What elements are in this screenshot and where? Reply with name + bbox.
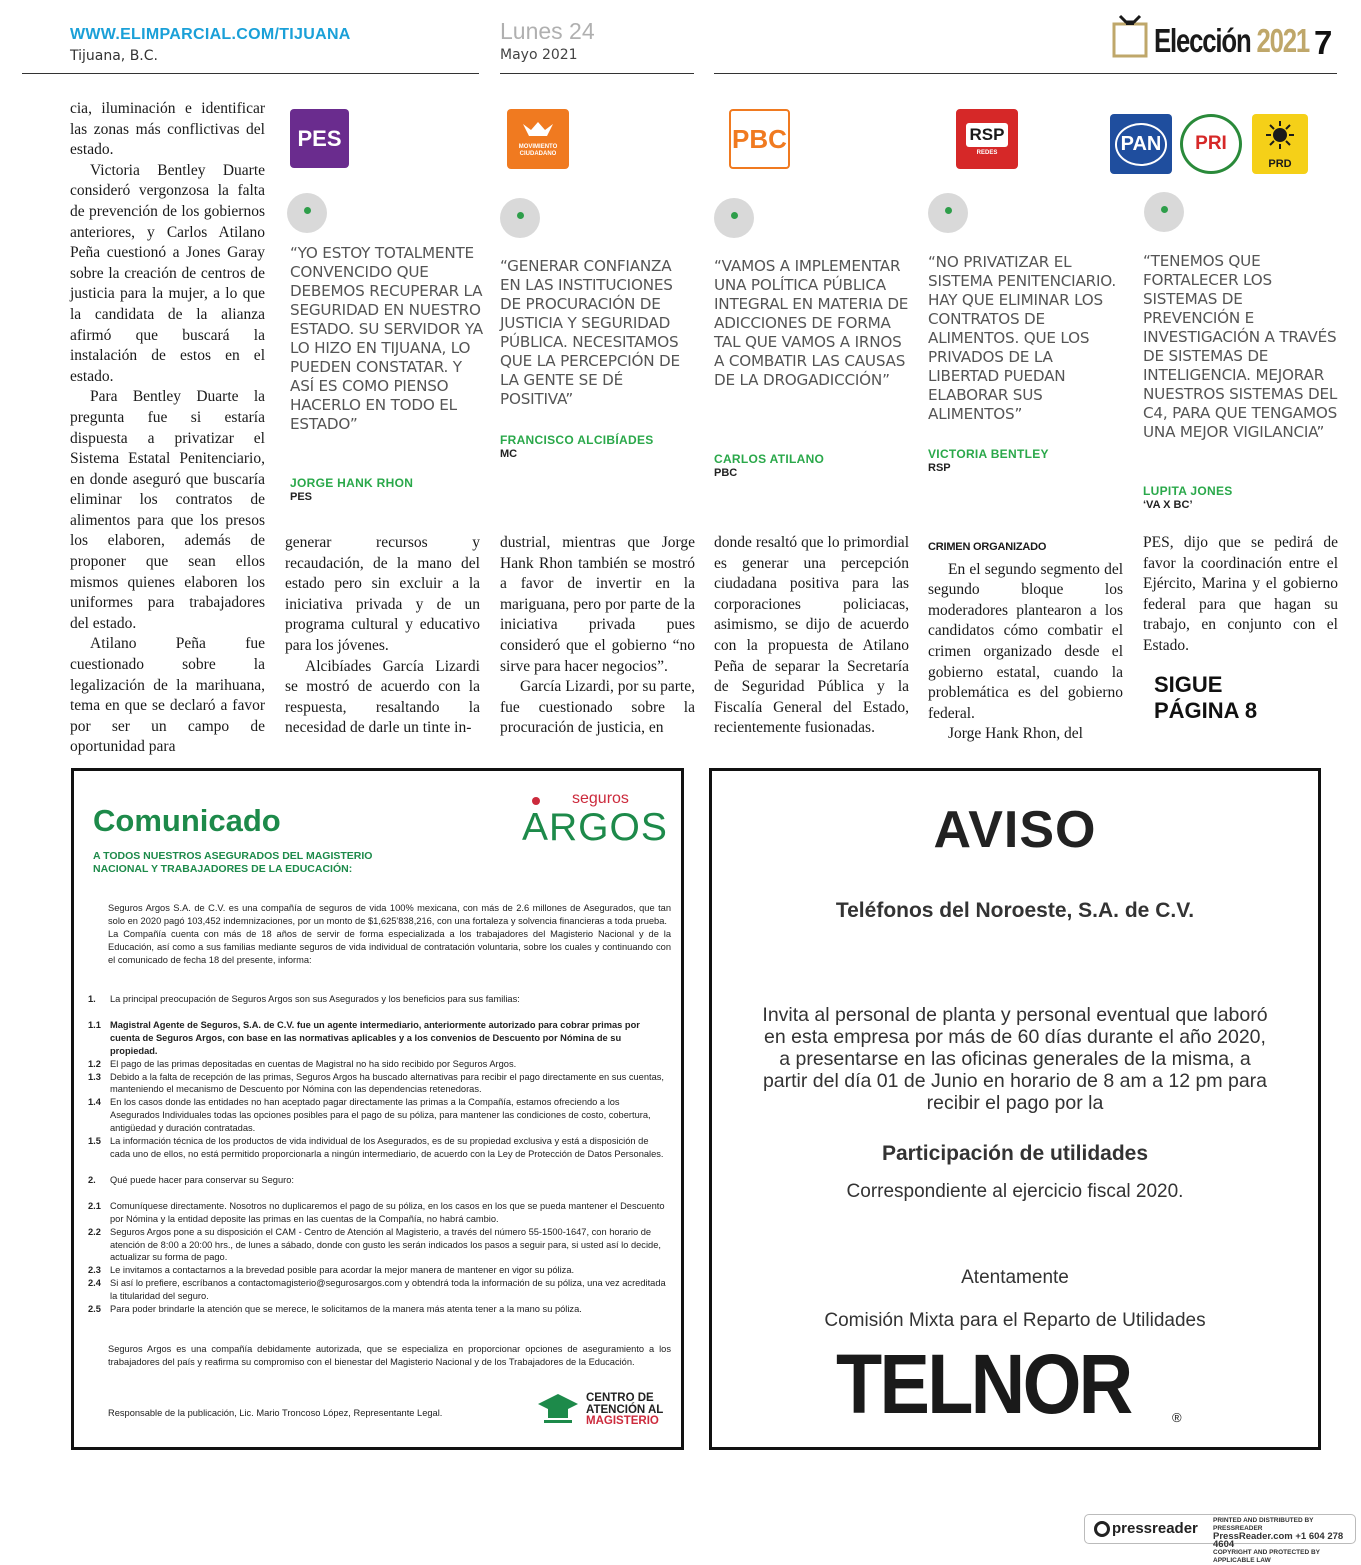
list-item: 1.4 En los casos donde las entidades no han aceptado pagar directamente las primas a la Compañía, estamos ofreciendo a los Asegurados Individuales todas las opciones posibles para el pago de su póliza, para mantener las condiciones de costo, cobertura, antigüedad y duración contratadas. bbox=[88, 1097, 651, 1134]
paragraph: donde resaltó que lo primordial es generar una percepción ciudadana positiva para las corporaciones policiacas, asimismo, se dijo de acuerdo con la propuesta de Atilano Peña de separar la Secretaría de Seguridad Pública y la Fiscalía General del Estado, recientemente fusionadas. bbox=[714, 534, 909, 737]
aviso-topic: Participación de utilidades bbox=[881, 1142, 1149, 1165]
mc-logo: MOVIMIENTO CIUDADANO bbox=[507, 109, 569, 169]
list-item: 1.2 El pago de las primas depositadas en cuentas de Magistral no ha sido recibido por Seguros Argos. bbox=[88, 1058, 517, 1069]
list-item: 2.4 Si así lo prefiere, escríbanos a contactomagisterio@segurosargos.com y obtendrá toda la información de su póliza, una vez acreditada la titularidad del seguro. bbox=[88, 1278, 666, 1302]
quote-party: PBC bbox=[714, 467, 738, 479]
aviso-company: Teléfonos del Noroeste, S.A. de C.V. bbox=[835, 899, 1195, 922]
quote-author: LUPITA JONES bbox=[1143, 484, 1233, 498]
list-item: 2.3 Le invitamos a contactarnos a la brevedad posible para acordar la mejor manera de mantener en vigor su póliza. bbox=[88, 1265, 575, 1276]
section-word: Elección bbox=[1154, 22, 1251, 59]
comunicado-body bbox=[108, 902, 671, 967]
quote-author: VICTORIA BENTLEY bbox=[928, 447, 1049, 461]
list-item: 1. La principal preocupación de Seguros Argos son sus Asegurados y los beneficios para sus familias: bbox=[88, 994, 520, 1004]
prd-logo: PRD bbox=[1252, 114, 1308, 174]
paragraph: Jorge Hank Rhon, del bbox=[948, 725, 1083, 743]
cam-graduation-icon bbox=[536, 1390, 580, 1424]
subhead: CRIMEN ORGANIZADO bbox=[928, 541, 1047, 553]
list-item: 1.1 Magistral Agente de Seguros, S.A. de C.V. fue un agente intermediario, anteriormente autorizado para cobrar primas por cuenta de Seguros Argos, con base en las normativas aplicables y a los convenios de Descuento por Nómina de su propiedad. bbox=[88, 1019, 640, 1056]
argos-brand: ARGOS bbox=[522, 806, 668, 849]
comunicado-subtitle: A TODOS NUESTROS ASEGURADOS DEL MAGISTERIO NACIONAL Y TRABAJADORES DE LA EDUCACIÓN: bbox=[93, 850, 373, 875]
eagle-icon bbox=[521, 120, 555, 140]
quote-text: “GENERAR CONFIANZA EN LAS INSTITUCIONES DE PROCURACIÓN DE JUSTICIA Y SEGURIDAD PÚBLICA. NECESITAMOS QUE LA PERCEPCIÓN DE LA GENTE SE DÉ POSITIVA” bbox=[500, 257, 680, 408]
argos-brand-small: seguros bbox=[572, 790, 629, 807]
quote-icon bbox=[928, 193, 968, 233]
pri-logo: PRI bbox=[1180, 114, 1242, 174]
paragraph: PES, dijo que se pedirá de favor la coordinación entre el Ejército, Marina y el gobierno federal para que hagan su trabajo, en conjunto con el Estado. bbox=[1143, 534, 1338, 654]
quote-icon bbox=[1144, 192, 1184, 232]
article-column-6 bbox=[1143, 533, 1338, 657]
site-url[interactable]: WWW.ELIMPARCIAL.COM/TIJUANA bbox=[70, 26, 351, 43]
quote-text: “TENEMOS QUE FORTALECER LOS SISTEMAS DE PREVENCIÓN E INVESTIGACIÓN A TRAVÉS DE SISTEMAS DE INTELIGENCIA. MEJORAR NUESTROS SISTEMAS DEL C4, PARA QUE TENGAMOS UNA MEJOR VIGILANCIA” bbox=[1143, 252, 1338, 441]
list-item: 2. Qué puede hacer para conservar su Seguro: bbox=[88, 1174, 294, 1185]
quote-icon bbox=[500, 198, 540, 238]
pressreader-brand: pressreader bbox=[1112, 1520, 1198, 1537]
quote-author: JORGE HANK RHON bbox=[290, 476, 414, 490]
quote-author: CARLOS ATILANO bbox=[714, 452, 825, 466]
quote-party: MC bbox=[500, 448, 518, 460]
comunicado-title: Comunicado bbox=[93, 803, 281, 838]
article-column-1 bbox=[70, 99, 265, 758]
paragraph: García Lizardi, por su parte, fue cuestionado sobre la procuración de justicia, en bbox=[500, 678, 695, 737]
header-rule-left bbox=[22, 73, 479, 74]
paragraph: Atilano Peña fue cuestionado sobre la legalización de la marihuana, tema en que se declaró a favor por ser un campo de oportunidad para bbox=[70, 635, 265, 756]
sun-icon bbox=[1265, 120, 1295, 150]
comunicado-responsible: Responsable de la publicación, Lic. Mario Troncoso López, Representante Legal. bbox=[108, 1408, 443, 1418]
page-number: 7 bbox=[1314, 24, 1333, 61]
article-column-4 bbox=[714, 533, 909, 739]
paragraph: dustrial, mientras que Jorge Hank Rhon también se mostró a favor de invertir en la mariguana, pero por parte de la iniciativa privada pues consideró que el gobierno “no sirve para hacer negocios”. bbox=[500, 534, 695, 675]
quote-icon bbox=[287, 193, 327, 233]
aviso-fiscal: Correspondiente al ejercicio fiscal 2020. bbox=[846, 1181, 1184, 1202]
article-column-2 bbox=[285, 533, 480, 739]
aviso-body: Invita al personal de planta y personal eventual que laboró en esta empresa por más de 60 días durante el año 2020, a presentarse en las oficinas generales de la misma, a partir del día 01 de Junio en horario de 8 am a 12 pm para recibir el pago por la bbox=[762, 1004, 1268, 1114]
quote-text: “YO ESTOY TOTALMENTE CONVENCIDO QUE DEBEMOS RECUPERAR LA SEGURIDAD EN NUESTRO ESTADO. SU SERVIDOR YA LO HIZO EN TIJUANA, LO PUEDEN CONSTATAR. Y ASÍ ES COMO PIENSO HACERLO EN TODO EL ESTADO” bbox=[290, 244, 483, 433]
paragraph: En el segundo segmento del segundo bloque los moderadores plantearon a los candidatos cómo combatir el crimen organizado desde el gobierno estatal, cuando la problemática es del gobierno federal. bbox=[928, 560, 1123, 722]
pressreader-notice: PRINTED AND DISTRIBUTED BY PRESSREADER PressReader.com +1 604 278 4604 COPYRIGHT AND PROTECTED BY APPLICABLE LAW bbox=[1213, 1517, 1344, 1564]
section-title bbox=[1154, 22, 1309, 60]
header-rule-right bbox=[714, 73, 1337, 74]
article-column-5 bbox=[928, 533, 1123, 745]
list-item: 1.3 Debido a la falta de recepción de las primas, Seguros Argos ha buscado alternativas para recibir el pago directamente en sus cuentas, manteniendo el mecanismo de Descuento por Nómina con las dependencias retenedoras. bbox=[88, 1071, 665, 1095]
pes-logo: PES bbox=[290, 109, 349, 168]
comunicado-list bbox=[88, 993, 671, 1316]
ballot-box-icon bbox=[1112, 12, 1148, 58]
telnor-logo: TELNOR bbox=[836, 1337, 1131, 1431]
argos-person-icon bbox=[526, 796, 546, 818]
quote-text: “NO PRIVATIZAR EL SISTEMA PENITENCIARIO. HAY QUE ELIMINAR LOS CONTRATOS DE ALIMENTOS. QUE LOS PRIVADOS DE LA LIBERTAD PUEDAN ELABORAR SUS ALIMENTOS” bbox=[928, 253, 1117, 423]
paragraph: Victoria Bentley Duarte consideró vergonzosa la falta de prevención de los gobiernos anteriores, y Carlos Atilano Peña cuestionó a Jones Garay sobre la creación de centros de justicia para la mujer, a lo que la candidata de la alianza afirmó que buscará la instalación de estos en el estado. bbox=[70, 161, 265, 385]
aviso-committee: Comisión Mixta para el Reparto de Utilidades bbox=[824, 1310, 1206, 1331]
list-item: 2.2 Seguros Argos pone a su disposición el CAM - Centro de Atención al Magisterio, a través del número 55-1500-1647, con horario de atención de 8:00 a 20:00 hrs., de lunes a sábado, donde con gusto les serán indicados los pasos a seguir para, si usted así lo decide, actualizar su forma de pago. bbox=[88, 1226, 661, 1263]
day-name: Lunes 24 bbox=[500, 18, 595, 44]
rsp-logo: RSP REDES bbox=[956, 109, 1018, 169]
comunicado-closing: Seguros Argos es una compañía debidamente autorizada, que se especializa en proporcionar opciones de aseguramiento a los trabajadores del país y reafirma su compromiso con el bienestar del Magisterio Nacional y de los Trabajadores de la Educación. bbox=[108, 1344, 671, 1367]
paragraph: Para Bentley Duarte la pregunta fue si estaría dispuesta a privatizar el Sistema Estatal Penitenciario, en donde aseguró que buscaría eliminar los contratos de alimentos para que los presos los elaboren, además de proponer que sean ellos mismos quienes elaboren los uniformes para trabajadores del estado. bbox=[70, 388, 265, 632]
quote-party: PES bbox=[290, 491, 313, 503]
section-year: 2021 bbox=[1256, 22, 1310, 59]
comunicado-intro-2: La Compañía cuenta con más de 18 años de servir de forma especializada a los trabajadores del Magisterio Nacional y de la Educación, así como a sus familias mediante seguros de vida individual de contratación voluntaria, sobre los cuales y continuando con el comunicado de fecha 18 del presente, informa: bbox=[108, 928, 671, 965]
month-year: Mayo 2021 bbox=[500, 47, 578, 63]
list-item: 1.5 La información técnica de los productos de vida individual de los Asegurados, es de su propiedad exclusiva y está a disposición de cada uno de ellos, no está permitido proporcionarla a ningún intermediario, de acuerdo con la Ley de Protección de Datos Personales. bbox=[88, 1136, 664, 1159]
paragraph: Alcibíades García Lizardi se mostró de acuerdo con la respuesta, resaltando la necesidad de darle un tinte in- bbox=[285, 657, 480, 737]
list-item: 2.5 Para poder brindarle la atención que se merece, le solicitamos de la manera más atenta tener a la mano su póliza. bbox=[88, 1304, 582, 1315]
quote-party: RSP bbox=[928, 462, 951, 474]
quote-party: ‘VA X BC’ bbox=[1143, 499, 1193, 511]
paragraph: generar recursos y recaudación, de la mano del estado pero sin excluir a la iniciativa privada y de un programa cultural y educativo para los jóvenes. bbox=[285, 534, 480, 654]
header-rule-mid bbox=[500, 73, 694, 74]
city-label: Tijuana, B.C. bbox=[70, 48, 158, 64]
quote-text: “VAMOS A IMPLEMENTAR UNA POLÍTICA PÚBLICA INTEGRAL EN MATERIA DE ADICCIONES DE FORMA TAL QUE VAMOS A IRNOS A COMBATIR LAS CAUSAS DE LA DROGADICCIÓN” bbox=[714, 257, 909, 389]
article-column-3 bbox=[500, 533, 695, 739]
cam-label: CENTRO DE ATENCIÓN AL MAGISTERIO bbox=[586, 1392, 664, 1427]
pbc-logo: PBC bbox=[729, 109, 790, 169]
aviso-title: AVISO bbox=[933, 801, 1097, 859]
pressreader-icon bbox=[1094, 1521, 1110, 1537]
paragraph: cia, iluminación e identificar las zonas más conflictivas del estado. bbox=[70, 100, 265, 159]
aviso-regards: Atentamente bbox=[961, 1267, 1069, 1288]
list-item: 2.1 Comuníquese directamente. Nosotros no duplicaremos el pago de su póliza, en los casos en los que se pueda mantener el Descuento por Nómina y la entidad deposite las primas en las cuentas de la Compañía, no habrá cambio. bbox=[88, 1200, 665, 1224]
comunicado-intro-1: Seguros Argos S.A. de C.V. es una compañía de seguros de vida 100% mexicana, con más de 2.6 millones de Asegurados, que tan solo en 2020 pagó 103,452 indemnizaciones, por un monto de $1,625'838,216, con una fortaleza y solvencia financieras a toda prueba. bbox=[108, 903, 671, 926]
registered-mark: ® bbox=[1172, 1410, 1182, 1425]
quote-author: FRANCISCO ALCIBÍADES bbox=[500, 433, 654, 447]
pan-logo: PAN bbox=[1110, 114, 1172, 174]
quote-icon bbox=[714, 198, 754, 238]
continue-label[interactable]: SIGUE PÁGINA 8 bbox=[1154, 672, 1258, 723]
